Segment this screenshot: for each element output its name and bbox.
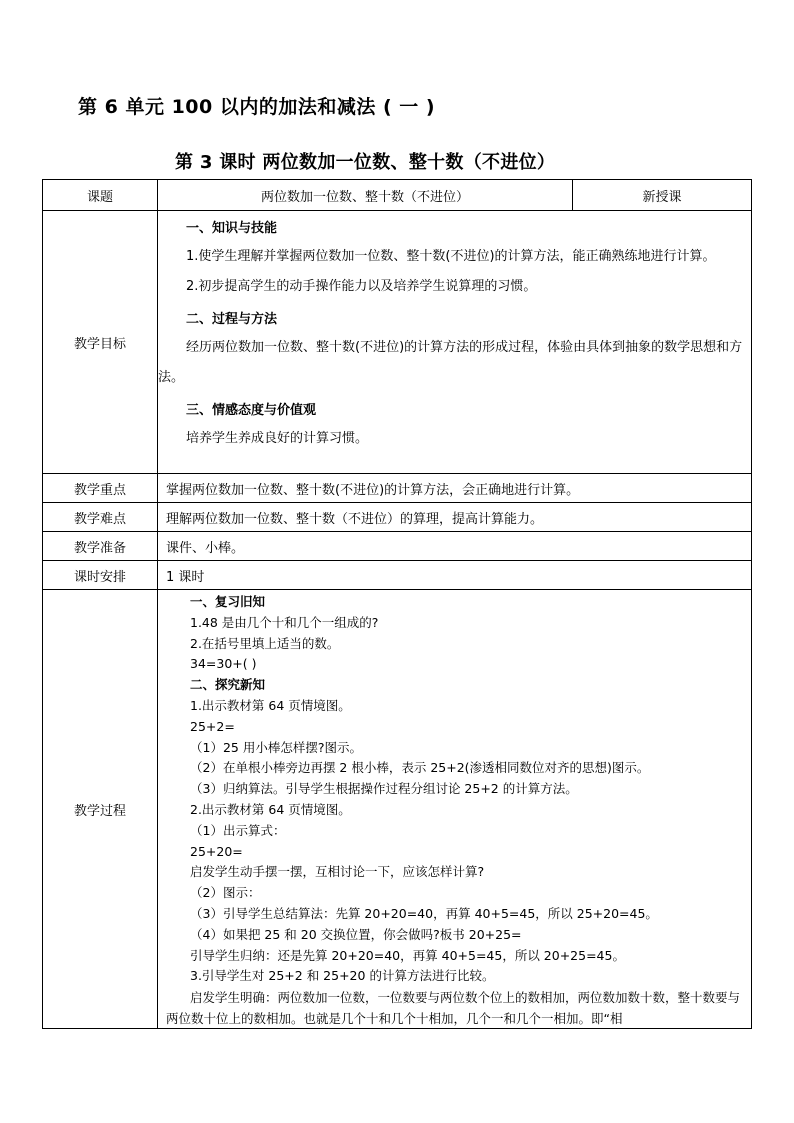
process-line: （2）在单根小棒旁边再摆 2 根小棒，表示 25+2(渗透相同数位对齐的思想)图示。 [190,760,650,776]
process-line: 引导学生归纳：还是先算 20+20=40，再算 40+5=45，所以 20+25=45。 [190,947,625,963]
lesson-title: 第 3 课时 两位数加一位数、整十数（不进位） [175,152,556,173]
process-line: 启发学生动手摆一摆，互相讨论一下，应该怎样计算? [190,864,485,880]
difficulty-text: 理解两位数加一位数、整十数（不进位）的算理，提高计算能力。 [158,503,752,532]
goals-section-3-p1: 培养学生养成良好的计算习惯。 [186,431,369,446]
focus-text: 掌握两位数加一位数、整十数(不进位)的计算方法，会正确地进行计算。 [158,474,752,503]
lesson-plan-table [42,179,752,1029]
process-line: 二、探究新知 [190,677,266,693]
prep-label: 教学准备 [43,532,158,561]
goals-section-1-title: 一、知识与技能 [186,221,278,236]
process-content [158,590,752,1029]
process-line: 1.出示教材第 64 页情境图。 [190,697,351,713]
process-line: 25+20= [190,843,243,859]
difficulty-row [43,503,752,532]
process-line: 1.48 是由几个十和几个一组成的? [190,614,379,630]
focus-row [43,474,752,503]
goals-content [158,211,752,474]
goals-section-2-title: 二、过程与方法 [186,312,278,327]
schedule-row [43,561,752,590]
process-line: （1）25 用小棒怎样摆?图示。 [190,739,362,755]
prep-text: 课件、小棒。 [158,532,752,561]
process-line: 3.引导学生对 25+2 和 25+20 的计算方法进行比较。 [190,968,495,984]
process-line: （3）引导学生总结算法：先算 20+20=40，再算 40+5=45，所以 25+20=45。 [190,905,658,921]
process-line: （1）出示算式： [190,822,286,838]
schedule-text: 1 课时 [158,561,752,590]
process-line: （2）图示： [190,885,261,901]
process-line: 34=30+( ) [190,656,257,672]
process-line: （3）归纳算法。引导学生根据操作过程分组讨论 25+2 的计算方法。 [190,781,578,797]
schedule-label: 课时安排 [43,561,158,590]
header-row [43,180,752,211]
header-type: 新授课 [573,180,752,211]
process-line: 启发学生明确：两位数加一位数，一位数要与两位数个位上的数相加，两位数加数十数，整十数要与两位数十位上的数相加。也就是几个十和几个十相加，几个一和几个一相加。即“相 [166,990,741,1027]
goals-label: 教学目标 [43,211,158,474]
process-row [43,590,752,1029]
header-label: 课题 [43,180,158,211]
process-line: 2.在括号里填上适当的数。 [190,635,340,651]
difficulty-label: 教学难点 [43,503,158,532]
process-label: 教学过程 [43,590,158,1029]
unit-title: 第 6 单元 100 以内的加法和减法 ( 一 ) [78,96,436,118]
process-line: 25+2= [190,718,235,734]
process-line: 2.出示教材第 64 页情境图。 [190,801,351,817]
goals-section-1-p2: 2.初步提高学生的动手操作能力以及培养学生说算理的习惯。 [186,279,537,294]
process-line: 一、复习旧知 [190,594,266,609]
goals-section-1-p1: 1.使学生理解并掌握两位数加一位数、整十数(不进位)的计算方法，能正确熟练地进行计算。 [186,249,716,264]
goals-section-2-p1: 经历两位数加一位数、整十数(不进位)的计算方法的形成过程，体验由具体到抽象的数学思想和方法。 [158,340,743,385]
header-topic: 两位数加一位数、整十数（不进位） [158,180,573,211]
process-line: （4）如果把 25 和 20 交换位置，你会做吗?板书 20+25= [190,926,522,942]
prep-row [43,532,752,561]
goals-section-3-title: 三、情感态度与价值观 [186,403,317,418]
goals-row [43,211,752,474]
focus-label: 教学重点 [43,474,158,503]
